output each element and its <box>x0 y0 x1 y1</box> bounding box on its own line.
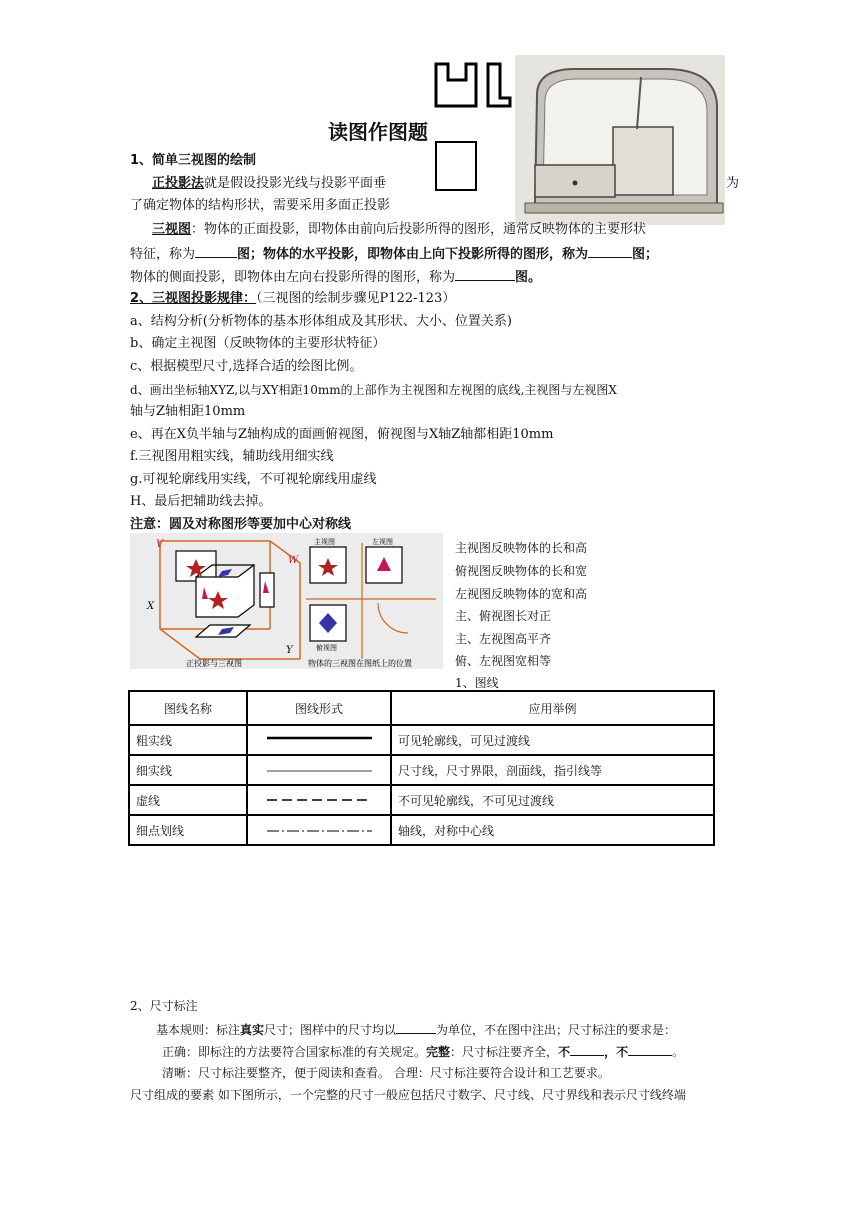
line-use: 可见轮廓线，可见过渡线 <box>391 725 714 755</box>
table-row <box>129 755 714 785</box>
line-sample-dashed <box>247 785 391 815</box>
table-header-row <box>129 691 714 725</box>
section1-p2c: 物体的侧面投影，即物体由左向右投影所得的图形，称为 图。 <box>130 266 541 288</box>
rule-4: 主、俯视图长对正 <box>455 609 552 623</box>
section2-heading: 2、三视图投影规律：（三视图的绘制步骤见P122-123） <box>130 291 456 306</box>
rule-5: 主、左视图高平齐 <box>455 632 552 646</box>
pen-holder-sketch <box>515 55 725 225</box>
line-use: 不可见轮廓线，不可见过渡线 <box>391 785 714 815</box>
dim-line2: 正确：即标注的方法要符合国家标准的有关规定。完整：尺寸标注要齐全，不 ，不 。 <box>162 1041 684 1062</box>
label-top-view: 俯视图 <box>316 644 337 652</box>
lines-heading: 1、图线 <box>455 676 499 690</box>
page-title: 读图作图题 <box>328 120 428 144</box>
section1-p1b: 了确定物体的结构形状，需要采用多面正投影 <box>130 198 391 213</box>
table-header-cell: 图线名称 <box>129 691 247 725</box>
step-b: b、确定主视图（反映物体的主要形状特征） <box>130 336 386 351</box>
three-view-sketch <box>432 60 518 194</box>
dim-line1: 基本规则：标注真实尺寸；图样中的尺寸均以 为单位，不在图中注出；尺寸标注的要求是： <box>156 1019 676 1040</box>
section1-p2b: 特征，称为 图；物体的水平投影，即物体由上向下投影所得的图形，称为 图； <box>130 243 658 265</box>
section1-p1a: 正投影法就是假设投影光线与投影平面垂 <box>152 176 387 191</box>
step-d: d、画出坐标轴XYZ,以与XY相距10mm的上部作为主视图和左视图的底线,主视图与左视图X <box>130 383 617 397</box>
axis-x-label: X <box>147 601 155 612</box>
line-name: 细实线 <box>129 755 247 785</box>
step-g: g.可视轮廓线用实线，不可视轮廓线用虚线 <box>130 472 377 487</box>
table-header-cell: 图线形式 <box>247 691 391 725</box>
table-header-cell: 应用举例 <box>391 691 714 725</box>
line-sample-thick <box>247 725 391 755</box>
rule-1: 主视图反映物体的长和高 <box>455 541 588 555</box>
step-a: a、结构分析(分析物体的基本形体组成及其形状、大小、位置关系) <box>130 314 512 329</box>
projection-figure <box>130 533 443 669</box>
line-name: 细点划线 <box>129 815 247 845</box>
axis-v-label: V <box>156 539 164 550</box>
line-types-table <box>128 690 715 846</box>
label-left-view: 左视图 <box>372 538 393 546</box>
note-symmetry: 注意：圆及对称图形等要加中心对称线 <box>130 517 352 532</box>
line-use: 轴线，对称中心线 <box>391 815 714 845</box>
dim-line3: 清晰：尺寸标注要整齐，便于阅读和查看。 合理：尺寸标注要符合设计和工艺要求。 <box>162 1066 610 1080</box>
axis-y-label: Y <box>286 645 293 656</box>
line-name: 虚线 <box>129 785 247 815</box>
step-c: c、根据模型尺寸,选择合适的绘图比例。 <box>130 359 363 374</box>
dim-heading: 2、尺寸标注 <box>130 999 198 1013</box>
caption-right: 物体的三视图在图纸上的位置 <box>308 659 412 668</box>
axis-w-label: W <box>288 555 299 566</box>
line-name: 粗实线 <box>129 725 247 755</box>
step-h: H、最后把辅助线去掉。 <box>130 494 272 509</box>
step-d-cont: 轴与Z轴相距10mm <box>130 404 246 419</box>
step-e: e、再在X负半轴与Z轴构成的面画俯视图，俯视图与X轴Z轴都相距10mm <box>130 427 554 442</box>
label-front-view: 主视图 <box>314 538 335 546</box>
section1-p1a-tail: 为 <box>726 176 740 191</box>
table-row <box>129 815 714 845</box>
section1-heading: 1、简单三视图的绘制 <box>130 153 257 168</box>
table-row <box>129 725 714 755</box>
line-use: 尺寸线，尺寸界限，剖面线，指引线等 <box>391 755 714 785</box>
step-f: f.三视图用粗实线，辅助线用细实线 <box>130 449 334 464</box>
caption-left: 正投影与三视图 <box>186 659 242 668</box>
dim-line4: 尺寸组成的要素 如下图所示，一个完整的尺寸一般应包括尺寸数字、尺寸线、尺寸界线和表示尺寸线终端 <box>130 1088 686 1102</box>
line-sample-thin <box>247 755 391 785</box>
rule-2: 俯视图反映物体的长和宽 <box>455 564 588 578</box>
line-sample-dash-dot <box>247 815 391 845</box>
table-row <box>129 785 714 815</box>
rule-6: 俯、左视图宽相等 <box>455 654 552 668</box>
rule-3: 左视图反映物体的宽和高 <box>455 587 588 601</box>
section1-p2a: 三视图：物体的正面投影，即物体由前向后投影所得的图形，通常反映物体的主要形状 <box>152 222 647 237</box>
